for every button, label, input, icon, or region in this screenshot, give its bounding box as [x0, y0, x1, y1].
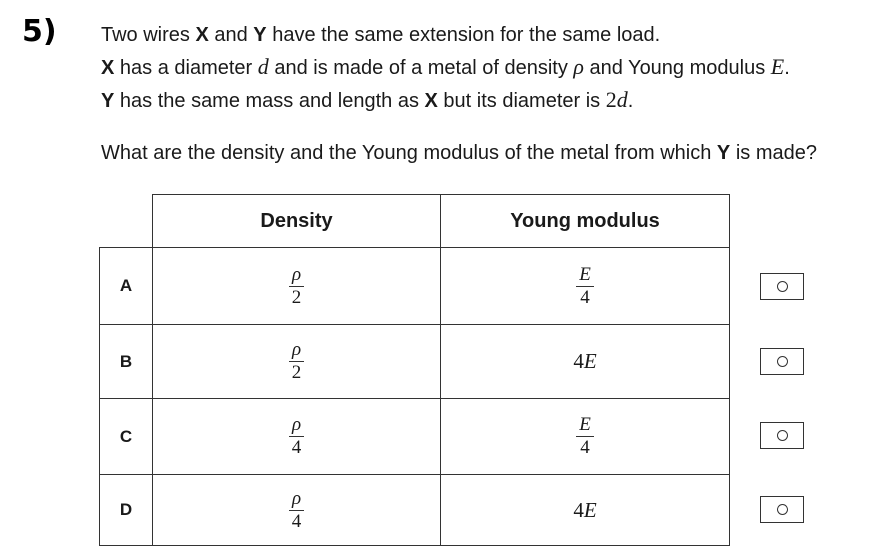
- density-fraction: $\frac{\rho}{2}$: [289, 339, 305, 384]
- density-cell: [153, 248, 441, 325]
- young-modulus-cell: [441, 399, 730, 475]
- answer-radio-a[interactable]: [760, 273, 804, 300]
- options-table: [99, 194, 730, 546]
- question-line-1: Two wires X and Y have the same extension for the same load.: [101, 24, 661, 46]
- density-fraction: $\frac{\rho}{4}$: [289, 414, 305, 459]
- density-cell: [153, 325, 441, 399]
- option-row-b: [100, 325, 730, 399]
- option-letter: D: [100, 475, 153, 546]
- answer-radio-b[interactable]: [760, 348, 804, 375]
- option-letter: C: [100, 399, 153, 475]
- option-letter: B: [100, 325, 153, 399]
- option-letter: A: [100, 248, 153, 325]
- density-cell: [153, 399, 441, 475]
- young-fraction: $\frac{E}{4}$: [576, 414, 594, 459]
- question-line-3: Y has the same mass and length as X but its diameter is 2d.: [101, 87, 634, 112]
- question-prompt: What are the density and the Young modulus of the metal from which Y is made?: [101, 142, 817, 164]
- option-row-c: [100, 399, 730, 475]
- young-modulus-cell: [441, 248, 730, 325]
- header-young-modulus: Young modulus: [441, 195, 730, 248]
- table-header-row: [100, 195, 730, 248]
- header-density: Density: [153, 195, 441, 248]
- density-fraction: $\frac{\rho}{2}$: [289, 264, 305, 309]
- question-number: 5): [22, 14, 57, 49]
- young-fraction: $\frac{E}{4}$: [576, 264, 594, 309]
- answer-radio-d[interactable]: [760, 496, 804, 523]
- density-fraction: $\frac{\rho}{4}$: [289, 488, 305, 533]
- young-modulus-cell: [441, 475, 730, 546]
- young-value: 4E: [573, 497, 597, 522]
- density-cell: [153, 475, 441, 546]
- young-value: 4E: [573, 349, 597, 373]
- option-row-a: [100, 248, 730, 325]
- young-modulus-cell: [441, 325, 730, 399]
- answer-radio-c[interactable]: [760, 422, 804, 449]
- header-blank: [100, 195, 153, 248]
- question-line-2: X has a diameter d and is made of a metal of density ρ and Young modulus E.: [101, 54, 790, 79]
- option-row-d: [100, 475, 730, 546]
